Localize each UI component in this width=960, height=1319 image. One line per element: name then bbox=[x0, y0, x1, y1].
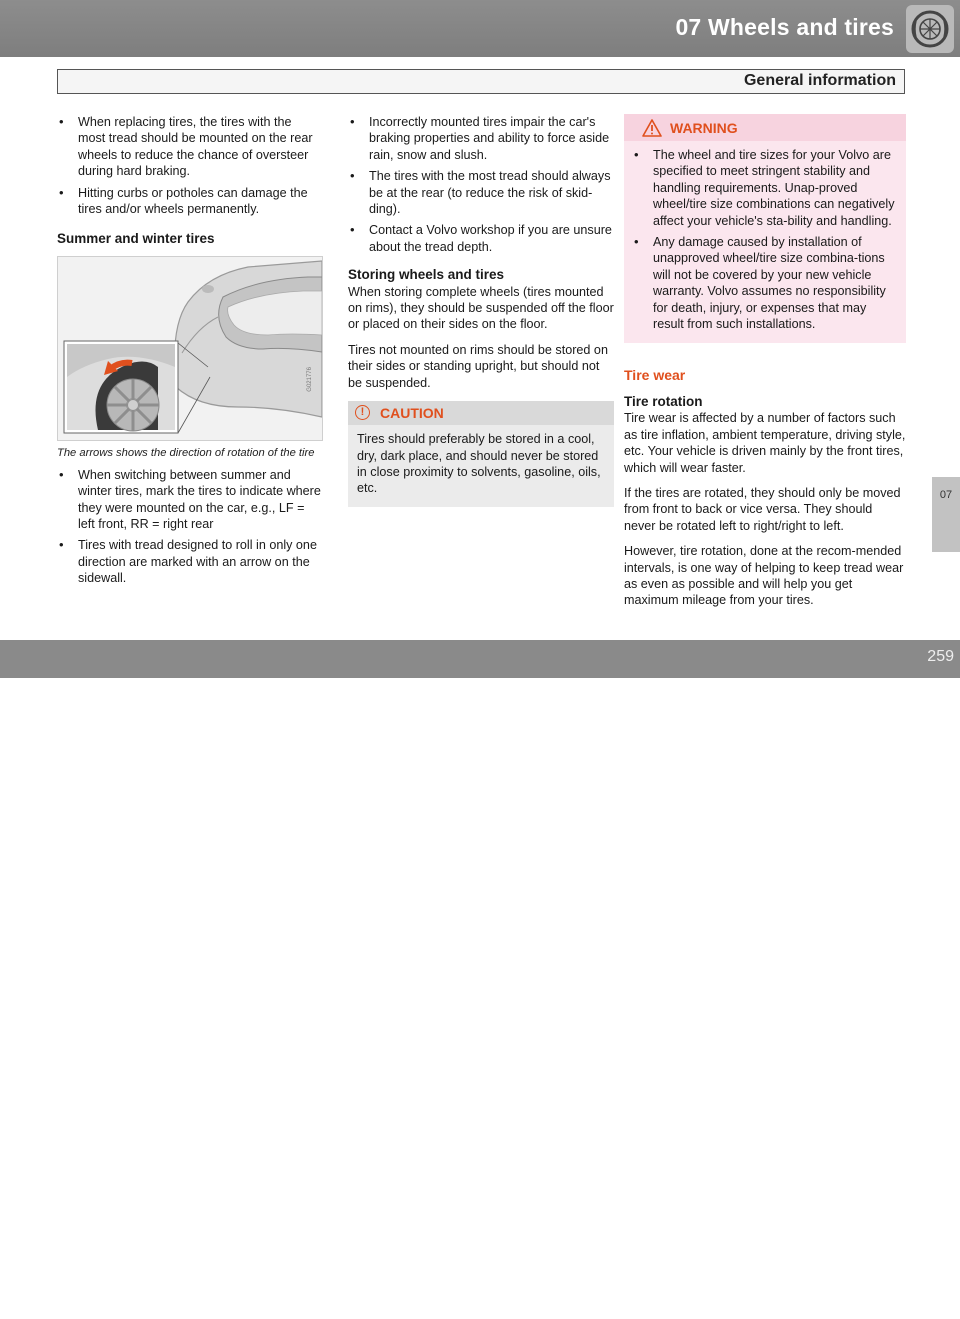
bullet-list bbox=[348, 114, 614, 255]
column-2 bbox=[348, 114, 614, 507]
list-item: • Hitting curbs or potholes can damage the tires and/or wheels permanently. bbox=[57, 185, 321, 218]
list-item: • Contact a Volvo workshop if you are unsure about the tread depth. bbox=[348, 222, 614, 255]
section-title: General information bbox=[743, 72, 896, 89]
warning-label: WARNING bbox=[670, 120, 738, 136]
column-1 bbox=[57, 114, 321, 592]
paragraph: If the tires are rotated, they should only be moved from front to back or vice versa. They should never be rotated left to right/right to left. bbox=[624, 485, 901, 533]
paragraph: When storing complete wheels (tires mounted on rims), they should be suspended off the floor or placed on their sides on the floor. bbox=[348, 284, 614, 332]
chapter-header-bar bbox=[0, 0, 960, 57]
paragraph: Tire wear is affected by a number of factors such as tire inflation, ambient temperature, driving style, etc. Your vehicle is driven mainly by the front tires, which will wear faster. bbox=[624, 411, 906, 475]
footer-bar bbox=[0, 640, 960, 1318]
list-item: • The wheel and tire sizes for your Volvo are specified to meet stringent stability and handling requirements. Unap-proved wheel/tire size combinations can negatively affect your vehicle's sta-bility and handling. bbox=[632, 147, 898, 229]
list-item: • Any damage caused by installation of unapproved wheel/tire size combina-tions will not be covered by your new vehicle warranty. Volvo assumes no responsibility for death, injury, or expenses that may result from such installations. bbox=[632, 234, 898, 332]
bullet-list bbox=[57, 467, 321, 587]
warning-triangle-icon bbox=[642, 119, 662, 137]
caution-label: CAUTION bbox=[380, 405, 444, 422]
summer-winter-heading: Summer and winter tires bbox=[57, 231, 215, 247]
page-number: 259 bbox=[927, 648, 954, 665]
storing-heading: Storing wheels and tires bbox=[348, 267, 505, 283]
paragraph: Tires not mounted on rims should be stored on their sides or standing upright, but should not be suspended. bbox=[348, 342, 608, 390]
list-item: • When replacing tires, the tires with the most tread should be mounted on the rear wheels to reduce the chance of oversteer during hard braking. bbox=[57, 114, 321, 180]
tire-rotation-figure bbox=[57, 256, 323, 441]
caution-box bbox=[348, 401, 614, 507]
list-item: • When switching between summer and winter tires, mark the tires to indicate where they were mounted on the car, e.g., LF = left front, RR = right rear bbox=[57, 467, 321, 533]
tire-rotation-heading: Tire rotation bbox=[624, 393, 703, 409]
list-item: • Tires with tread designed to roll in only one direction are marked with an arrow on the sidewall. bbox=[57, 537, 321, 586]
watermark: carmanualsonline.info bbox=[522, 1288, 809, 1318]
side-tab-label: 07 bbox=[939, 489, 953, 501]
bullet-list bbox=[57, 114, 321, 217]
caution-header bbox=[348, 401, 614, 425]
caution-text: Tires should preferably be stored in a cool, dry, dark place, and should never be stored in close proximity to solvents, gasoline, oils, etc. bbox=[357, 432, 601, 496]
list-item: • The tires with the most tread should always be at the rear (to reduce the risk of skid-ding). bbox=[348, 168, 614, 217]
section-header bbox=[57, 69, 905, 94]
warning-header bbox=[624, 114, 906, 141]
chapter-side-tab bbox=[932, 477, 960, 552]
figure-caption: The arrows shows the direction of rotation of the tire bbox=[57, 446, 315, 459]
paragraph: However, tire rotation, done at the recom-mended intervals, is one way of helping to keep tread wear as even as possible and will help you get maximum mileage from your tires. bbox=[624, 544, 904, 608]
exclamation-icon: ! bbox=[355, 405, 370, 420]
list-item: • Incorrectly mounted tires impair the car's braking properties and ability to force aside rain, snow and slush. bbox=[348, 114, 614, 163]
warning-box bbox=[624, 114, 906, 343]
figure-code: G021776 bbox=[306, 366, 313, 392]
column-3 bbox=[624, 114, 906, 618]
car-wheel-illustration bbox=[58, 257, 322, 440]
bullet-list bbox=[632, 147, 898, 332]
tire-wear-heading: Tire wear bbox=[624, 367, 686, 384]
wheel-icon bbox=[906, 5, 954, 53]
chapter-title: 07 Wheels and tires bbox=[675, 14, 894, 40]
